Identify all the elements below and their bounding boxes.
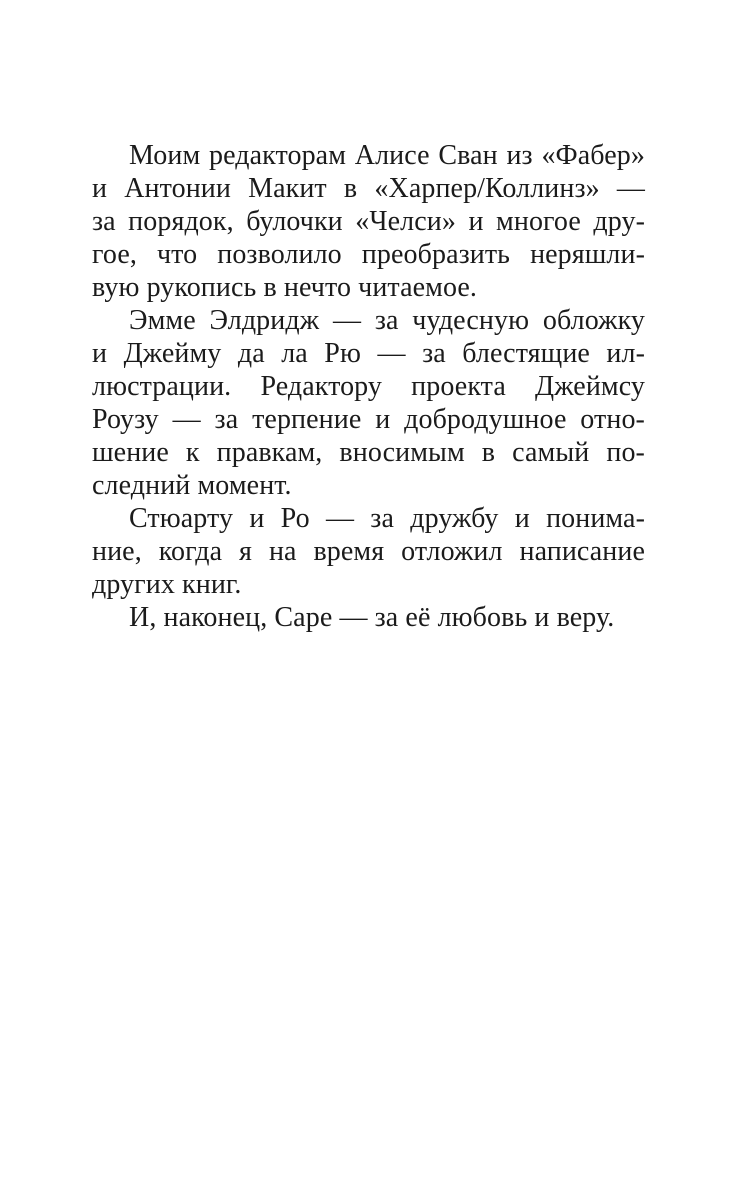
text-line: шение к правкам, вносимым в самый по-: [92, 437, 645, 468]
text-line: люстрации. Редактору проекта Джеймсу: [92, 371, 645, 402]
text-line: следний момент.: [92, 470, 292, 501]
text-line: И, наконец, Саре — за её любовь и веру.: [129, 602, 615, 633]
text-line: и Джейму да ла Рю — за блестящие ил-: [92, 338, 645, 369]
text-line: ние, когда я на время отложил написание: [92, 536, 645, 567]
text-line: вую рукопись в нечто читаемое.: [92, 272, 478, 303]
text-line: за порядок, булочки «Челси» и многое дру-: [92, 206, 645, 237]
text-line: Моим редакторам Алисе Сван из «Фабер»: [129, 140, 645, 171]
text-line: других книг.: [92, 569, 242, 600]
text-line: гое, что позволило преобразить неряшли-: [92, 239, 645, 270]
acknowledgments-text-block: [92, 139, 645, 634]
text-line: Эмме Элдридж — за чудесную обложку: [129, 305, 645, 336]
text-line: Стюарту и Ро — за дружбу и понима-: [129, 503, 645, 534]
text-line: и Антонии Макит в «Харпер/Коллинз» —: [92, 173, 645, 204]
text-line: Роузу — за терпение и добродушное отно-: [92, 404, 645, 435]
